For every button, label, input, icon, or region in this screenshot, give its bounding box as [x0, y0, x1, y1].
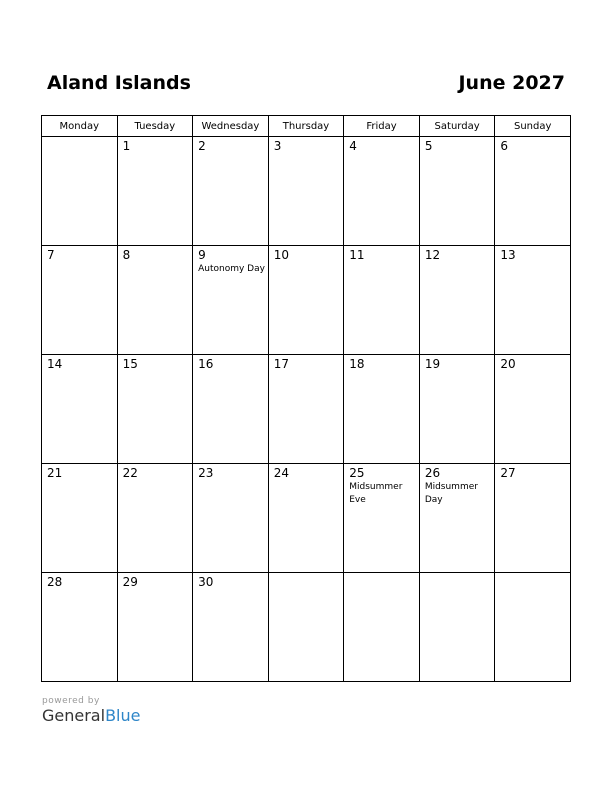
day-cell — [344, 573, 420, 682]
day-cell — [193, 355, 269, 464]
day-number: 6 — [500, 139, 509, 153]
day-cell — [117, 464, 193, 573]
day-cell — [268, 246, 344, 355]
day-cell — [42, 355, 118, 464]
day-number: 20 — [500, 357, 516, 371]
day-number: 14 — [47, 357, 63, 371]
day-cell — [42, 464, 118, 573]
day-number: 1 — [122, 139, 131, 153]
day-cell — [42, 137, 118, 246]
day-cell — [495, 464, 571, 573]
day-cell — [344, 137, 420, 246]
day-cell — [268, 573, 344, 682]
day-number: 17 — [273, 357, 289, 371]
day-cell — [117, 355, 193, 464]
day-cell — [193, 464, 269, 573]
day-cell — [42, 246, 118, 355]
calendar-grid — [41, 115, 571, 682]
weekday-tuesday: Tuesday — [117, 116, 193, 137]
day-cell — [495, 573, 571, 682]
day-number: 28 — [47, 575, 63, 589]
day-number: 30 — [198, 575, 214, 589]
holiday-label: Midsummer Day — [424, 482, 478, 505]
weekday-monday: Monday — [42, 116, 118, 137]
week-row — [42, 573, 571, 682]
weekday-saturday: Saturday — [419, 116, 495, 137]
day-number: 4 — [349, 139, 357, 153]
day-cell — [344, 246, 420, 355]
day-cell — [268, 137, 344, 246]
day-number: 3 — [273, 139, 282, 153]
week-row — [42, 137, 571, 246]
day-cell — [419, 137, 495, 246]
day-cell — [344, 464, 420, 573]
month-year-title: June 2027 — [458, 72, 565, 94]
day-cell — [419, 355, 495, 464]
day-number: 26 — [424, 466, 441, 480]
day-number: 24 — [273, 466, 289, 480]
day-number: 9 — [198, 248, 206, 262]
day-number: 16 — [198, 357, 214, 371]
weekday-wednesday: Wednesday — [193, 116, 269, 137]
day-cell — [193, 137, 269, 246]
day-cell — [419, 464, 495, 573]
day-cell — [268, 355, 344, 464]
day-number: 13 — [500, 248, 516, 262]
week-row — [42, 355, 571, 464]
day-cell — [495, 355, 571, 464]
brand-part-general: General — [42, 706, 106, 725]
day-number: 2 — [198, 139, 206, 153]
day-number: 23 — [198, 466, 214, 480]
day-number: 25 — [349, 466, 365, 480]
day-number: 21 — [47, 466, 63, 480]
day-cell — [117, 246, 193, 355]
powered-by-text: powered by — [42, 696, 100, 706]
weekday-friday: Friday — [344, 116, 420, 137]
day-number: 7 — [47, 248, 55, 262]
day-cell — [495, 137, 571, 246]
day-cell — [42, 573, 118, 682]
day-cell — [193, 246, 269, 355]
day-number: 22 — [122, 466, 138, 480]
footer-branding — [42, 696, 140, 725]
weekday-sunday: Sunday — [495, 116, 571, 137]
holiday-label: Midsummer Eve — [349, 482, 403, 505]
day-cell — [193, 573, 269, 682]
country-title: Aland Islands — [47, 72, 191, 94]
weekday-thursday: Thursday — [268, 116, 344, 137]
week-row — [42, 246, 571, 355]
day-cell — [117, 573, 193, 682]
day-number: 10 — [273, 248, 289, 262]
day-number: 8 — [122, 248, 131, 262]
week-row — [42, 464, 571, 573]
day-cell — [419, 246, 495, 355]
day-cell — [268, 464, 344, 573]
day-number: 29 — [122, 575, 138, 589]
day-number: 12 — [424, 248, 441, 262]
day-cell — [419, 573, 495, 682]
day-number: 18 — [349, 357, 365, 371]
brand-part-blue: Blue — [105, 706, 141, 725]
day-number: 15 — [122, 357, 138, 371]
day-number: 5 — [424, 139, 433, 153]
weekday-header-row — [42, 116, 571, 137]
day-number: 27 — [500, 466, 516, 480]
holiday-label: Autonomy Day — [198, 264, 265, 274]
day-number: 11 — [349, 248, 365, 262]
day-number: 19 — [424, 357, 441, 371]
day-cell — [344, 355, 420, 464]
generalblue-logo — [42, 706, 140, 725]
day-cell — [117, 137, 193, 246]
day-cell — [495, 246, 571, 355]
